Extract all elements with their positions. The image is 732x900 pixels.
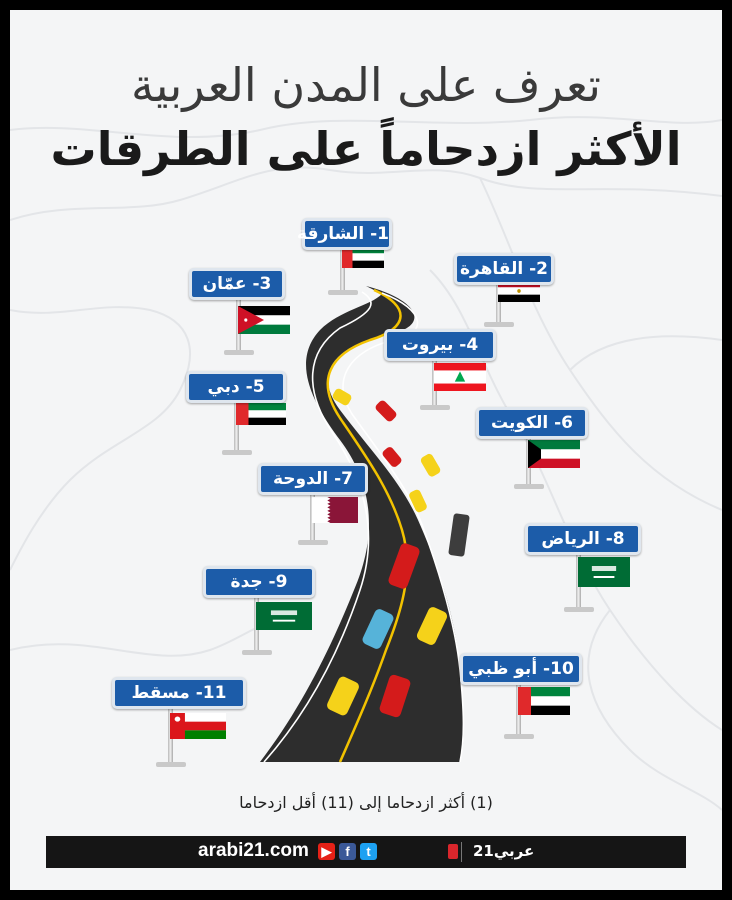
flag-icon bbox=[434, 363, 486, 391]
flag-icon bbox=[256, 602, 312, 630]
sign-base bbox=[298, 540, 328, 545]
sign-base bbox=[564, 607, 594, 612]
flag-icon bbox=[170, 713, 226, 739]
sign-label: 2- القاهرة bbox=[454, 253, 554, 285]
arabi21-logo-icon bbox=[448, 844, 458, 859]
sign-label: 11- مسقط bbox=[112, 677, 246, 709]
sign-label: 4- بيروت bbox=[384, 329, 496, 361]
sign-label: 5- دبي bbox=[186, 371, 286, 403]
sign-base bbox=[504, 734, 534, 739]
sign-label: 7- الدوحة bbox=[258, 463, 368, 495]
site-link[interactable]: arabi21.com bbox=[198, 840, 309, 861]
infographic-frame bbox=[10, 10, 722, 890]
title-line-1: تعرف على المدن العربية bbox=[131, 58, 601, 112]
title-line-2: الأكثر ازدحاماً على الطرقات bbox=[50, 122, 682, 176]
sign-label: 3- عمّان bbox=[189, 268, 285, 300]
road-illustration bbox=[10, 10, 722, 890]
sign-base bbox=[514, 484, 544, 489]
footer-bar bbox=[46, 836, 686, 868]
sign-label: 10- أبو ظبي bbox=[460, 653, 582, 685]
facebook-icon[interactable]: f bbox=[339, 843, 356, 860]
sign-base bbox=[420, 405, 450, 410]
sign-label: 8- الرياض bbox=[525, 523, 641, 555]
flag-icon bbox=[518, 687, 570, 715]
flag-icon bbox=[578, 557, 630, 587]
flag-icon bbox=[312, 497, 358, 523]
ranking-note: (1) أكثر ازدحاما إلى (11) أقل ازدحاما bbox=[239, 793, 493, 812]
twitter-icon[interactable]: t bbox=[360, 843, 377, 860]
flag-icon bbox=[528, 440, 580, 468]
sign-label: 9- جدة bbox=[203, 566, 315, 598]
sign-base bbox=[224, 350, 254, 355]
sign-label: 6- الكويت bbox=[476, 407, 588, 439]
arabi21-logo-text: عربي21 bbox=[473, 842, 535, 860]
sign-base bbox=[484, 322, 514, 327]
youtube-icon[interactable]: ▶ bbox=[318, 843, 335, 860]
flag-icon bbox=[236, 403, 286, 425]
sign-label: 1- الشارقة bbox=[302, 218, 392, 250]
footer-divider bbox=[461, 842, 462, 862]
sign-base bbox=[156, 762, 186, 767]
flag-icon bbox=[238, 306, 290, 334]
sign-base bbox=[242, 650, 272, 655]
sign-base bbox=[328, 290, 358, 295]
sign-base bbox=[222, 450, 252, 455]
